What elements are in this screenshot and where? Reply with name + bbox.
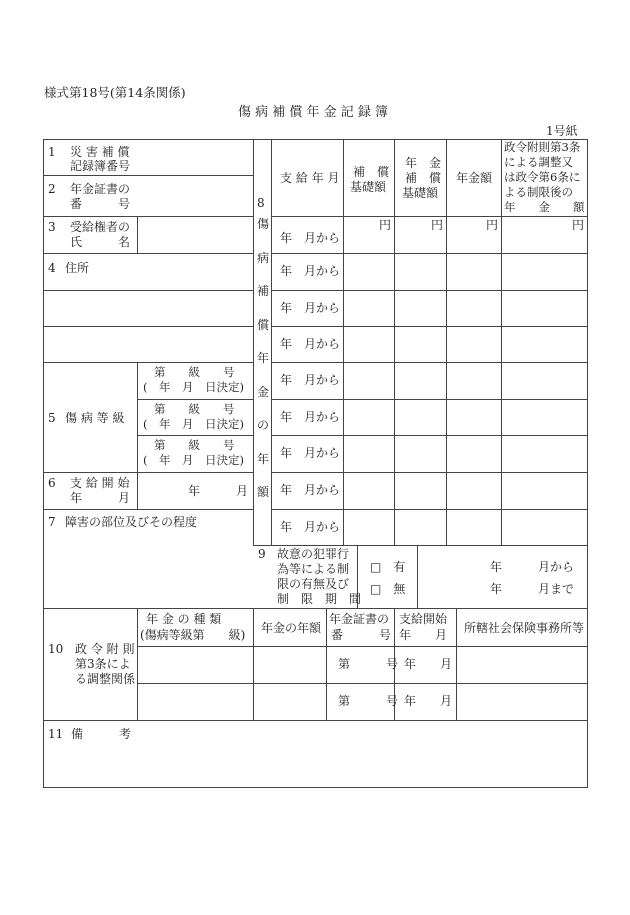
restriction-from: 年 月から — [490, 560, 575, 574]
section10-label-1: 政 令 附 則 — [75, 642, 135, 656]
section10-number: 10 — [48, 642, 64, 656]
vertical-label-char: 年 — [256, 351, 269, 365]
section8-vertical-label — [256, 218, 270, 498]
col-base-header-1: 補 償 — [353, 165, 390, 179]
grade-2: 第 級 号 — [154, 402, 235, 416]
grade-3: 第 級 号 — [154, 438, 235, 452]
vertical-label-char: 額 — [256, 485, 269, 499]
row1-label-2: 記録簿番号 — [70, 159, 131, 173]
decision-1: ( 年 月 日決定) — [143, 380, 244, 394]
vertical-label-char: 補 — [256, 284, 269, 298]
period-from-9: 年 月から — [280, 520, 341, 534]
form-number: 様式第18号(第14条関係) — [44, 85, 186, 100]
remarks-label: 備 考 — [71, 727, 132, 741]
period-from-7: 年 月から — [280, 446, 341, 460]
col-annual-base-header-2: 補 償 — [405, 171, 442, 185]
cert-header-1: 年金証書の — [329, 612, 390, 626]
vertical-label-char: 病 — [256, 250, 269, 265]
pension-kind-header-1: 年 金 の 種 類 — [146, 612, 222, 626]
start-value-2: 年 月 — [404, 694, 453, 708]
col-base-header-2: 基礎額 — [350, 180, 387, 194]
yen-unit: 円 — [431, 218, 444, 232]
row1-number: 1 — [48, 145, 56, 159]
sheet-number: 1号紙 — [546, 124, 578, 138]
col-period-header: 支 給 年 月 — [280, 171, 340, 185]
row3-number: 3 — [48, 220, 56, 234]
row1-label-1: 災 害 補 償 — [70, 145, 130, 159]
col-annual-base-header-1: 年 金 — [405, 156, 442, 170]
vertical-label-char: 年 — [256, 451, 269, 466]
period-from-2: 年 月から — [280, 264, 341, 278]
start-header-2: 年 月 — [399, 628, 448, 642]
col-adjusted-header-4: よる制限後の — [504, 185, 573, 199]
section10-label-3: る調整関係 — [75, 672, 136, 686]
section9-label-4: 制 限 期 間 — [277, 592, 362, 606]
office-header: 所轄社会保険事務所等 — [464, 621, 585, 635]
col-adjusted-header-1: 政令附則第3条 — [504, 140, 581, 154]
vertical-label-char: 償 — [256, 317, 269, 332]
section8-number: 8 — [257, 196, 265, 210]
cert-value-2: 第 号 — [338, 694, 399, 708]
row7-label: 障害の部位及びその程度 — [65, 515, 198, 529]
decision-3: ( 年 月 日決定) — [143, 453, 244, 467]
period-from-6: 年 月から — [280, 410, 341, 424]
section9-label-1: 故意の犯罪行 — [277, 547, 350, 561]
col-annual-base-header-3: 基礎額 — [402, 186, 439, 200]
section9-label-2: 為等による制 — [277, 562, 350, 576]
restriction-until: 年 月まで — [490, 582, 575, 596]
restriction-no-checkbox[interactable]: □ 無 — [370, 582, 406, 596]
section10-label-2: 第3条によ — [75, 657, 131, 671]
row5-label: 傷 病 等 級 — [65, 411, 125, 425]
yen-unit: 円 — [379, 218, 392, 232]
period-from-1: 年 月から — [280, 231, 341, 245]
payment-start-value: 年 月 — [188, 484, 249, 498]
section9-label-3: 限の有無及び — [277, 577, 350, 591]
period-from-4: 年 月から — [280, 337, 341, 351]
col-adjusted-header-5: 年 金 額 — [504, 200, 585, 214]
annual-amount-header: 年金の年額 — [261, 621, 322, 635]
pension-kind-header-2: (傷病等級第 級) — [140, 628, 246, 642]
cert-value-1: 第 号 — [338, 657, 399, 671]
row3-label-1: 受給権者の — [70, 220, 131, 234]
vertical-label-char: 金 — [256, 384, 269, 399]
period-from-3: 年 月から — [280, 301, 341, 315]
col-pension-header: 年金額 — [456, 171, 493, 185]
yen-unit: 円 — [572, 218, 585, 232]
section9-number: 9 — [258, 547, 266, 561]
section11-number: 11 — [48, 727, 64, 741]
row7-number: 7 — [48, 515, 56, 529]
page-title: 傷 病 補 償 年 金 記 録 簿 — [238, 105, 389, 120]
row3-label-2: 氏 名 — [70, 235, 131, 249]
yen-unit: 円 — [486, 218, 499, 232]
grade-1: 第 級 号 — [154, 365, 235, 379]
row4-number: 4 — [48, 261, 56, 275]
period-from-8: 年 月から — [280, 483, 341, 497]
cert-header-2: 番 号 — [331, 628, 392, 642]
decision-2: ( 年 月 日決定) — [143, 417, 244, 431]
start-value-1: 年 月 — [404, 657, 453, 671]
period-from-5: 年 月から — [280, 373, 341, 387]
start-header-1: 支給開始 — [399, 612, 448, 626]
col-adjusted-header-3: は政令第6条に — [504, 170, 581, 184]
vertical-label-char: の — [256, 418, 269, 432]
row2-number: 2 — [48, 182, 56, 196]
row6-label-1: 支 給 開 始 — [70, 476, 130, 490]
row2-label-1: 年金証書の — [70, 182, 131, 196]
vertical-label-char: 傷 — [256, 217, 269, 231]
row4-label: 住所 — [65, 261, 90, 275]
row2-label-2: 番 号 — [70, 197, 131, 211]
row5-number: 5 — [48, 411, 56, 425]
row6-label-2: 年 月 — [70, 491, 131, 505]
row6-number: 6 — [48, 476, 56, 490]
col-adjusted-header-2: による調整又 — [504, 155, 573, 169]
restriction-yes-checkbox[interactable]: □ 有 — [370, 560, 406, 574]
